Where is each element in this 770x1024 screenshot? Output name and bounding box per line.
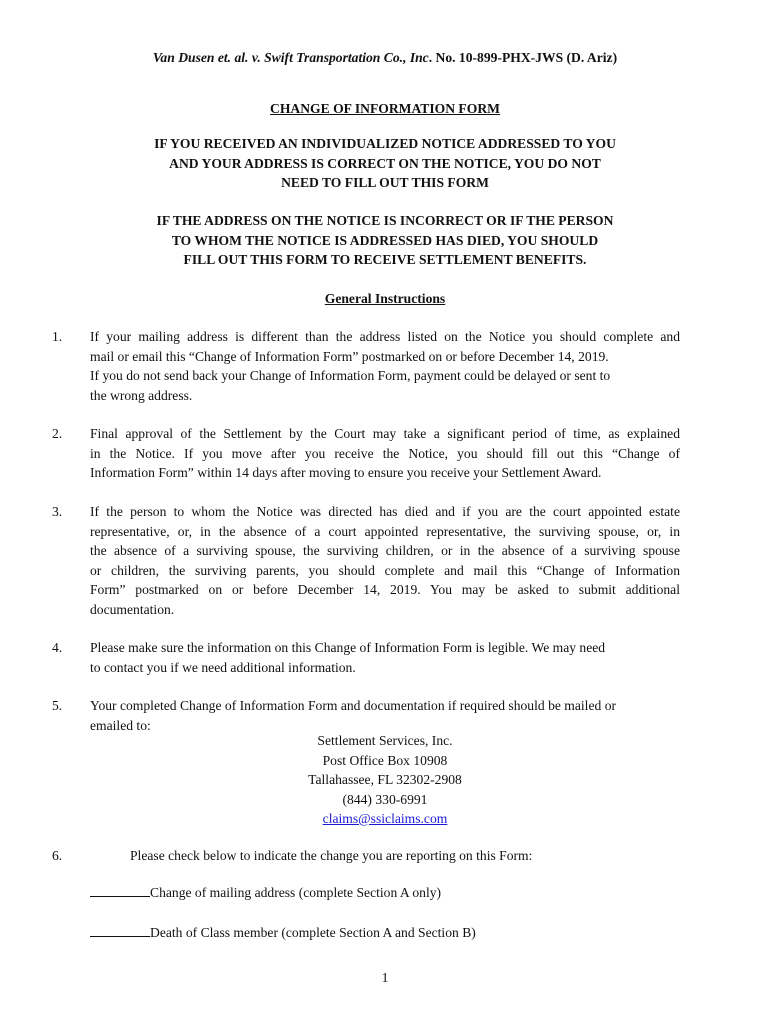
instruction-item-5 [52,696,680,735]
case-number: . No. 10-899-PHX-JWS (D. Ariz) [428,50,618,65]
instruction-number: 4. [52,640,63,655]
instruction-item-1 [52,327,680,405]
form-title: CHANGE OF INFORMATION FORM [270,101,500,116]
instruction-text [90,327,680,405]
instruction-number: 1. [52,329,63,344]
checkbox-option-death[interactable] [90,924,476,941]
instruction-line: representative, or, in the absence of a court appointed representative, the surviving spouse, or, in [90,523,680,539]
instruction-text [90,502,680,619]
instruction-text [90,424,680,483]
case-name: Van Dusen et. al. v. Swift Transportation Co., Inc [152,50,429,65]
instruction-line: documentation. [90,601,175,617]
page-number: 1 [381,970,389,985]
instruction-line: Information Form” within 14 days after moving to ensure you receive your Settlement Award. [90,465,602,480]
instruction-line: Please make sure the information on this Change of Information Form is legible. We may need [90,640,606,655]
check-blank[interactable] [90,924,150,937]
instruction-number: 3. [52,504,63,519]
notice-block-2-line: IF THE ADDRESS ON THE NOTICE IS INCORRECT OR IF THE PERSON [156,213,614,228]
instruction-number: 5. [52,698,63,713]
instruction-item-2 [52,424,680,483]
address-po-box: Post Office Box 10908 [322,752,448,768]
instruction-line: the absence of a surviving spouse, the surviving children, or in the absence of a surviving spouse [90,543,680,558]
instruction-text: Please check below to indicate the change you are reporting on this Form: [130,848,533,863]
email-link[interactable]: claims@ssiclaims.com [322,811,448,826]
general-instructions-title: General Instructions [324,291,446,306]
check-blank[interactable] [90,884,150,897]
notice-block-1-line: AND YOUR ADDRESS IS CORRECT ON THE NOTICE, YOU DO NOT [169,155,601,171]
instruction-line: If your mailing address is different than the address listed on the Notice you should complete and [90,329,680,344]
instruction-number: 2. [52,426,63,441]
mailing-address [0,731,770,829]
option-label: Death of Class member (complete Section A and Section B) [150,925,476,940]
notice-block-1 [0,134,770,193]
checkbox-option-address-change[interactable] [90,884,441,901]
instruction-item-4 [52,638,680,677]
instruction-line: If you do not send back your Change of Information Form, payment could be delayed or sent to [90,368,611,383]
instruction-item-3 [52,502,680,619]
instruction-line: emailed to: [90,717,151,733]
instruction-line: If the person to whom the Notice was directed has died and if you are the court appointed estate [90,504,680,519]
instruction-item-6 [52,846,680,866]
instruction-text [90,696,680,735]
instruction-line: to contact you if we need additional information. [90,659,356,675]
instruction-line: or children, the surviving parents, you should complete and mail this “Change of Information [90,562,680,578]
instruction-line: Form” postmarked on or before December 14, 2019. You may be asked to submit additional [90,582,680,597]
notice-block-2-line: TO WHOM THE NOTICE IS ADDRESSED HAS DIED, YOU SHOULD [171,232,599,248]
address-city: Tallahassee, FL 32302-2908 [308,772,462,787]
notice-block-1-line: IF YOU RECEIVED AN INDIVIDUALIZED NOTICE ADDRESSED TO YOU [154,136,616,151]
instruction-line: in the Notice. If you move after you receive the Notice, you should fill out this “Change of [90,445,680,461]
notice-block-2 [0,211,770,270]
instruction-line: the wrong address. [90,387,193,403]
instruction-line: Your completed Change of Information Form and documentation if required should be mailed or [90,698,617,713]
notice-block-2-line: FILL OUT THIS FORM TO RECEIVE SETTLEMENT BENEFITS. [183,252,587,267]
address-company: Settlement Services, Inc. [317,733,453,748]
instruction-line: mail or email this “Change of Information Form” postmarked on or before December 14, 2019. [90,348,609,364]
instruction-text [90,638,680,677]
case-caption [0,50,770,66]
option-label: Change of mailing address (complete Section A only) [150,885,442,900]
address-phone: (844) 330-6991 [342,791,428,807]
instruction-number: 6. [52,848,63,863]
notice-block-1-line: NEED TO FILL OUT THIS FORM [281,175,489,190]
instruction-line: Final approval of the Settlement by the Court may take a significant period of time, as explained [90,426,680,441]
